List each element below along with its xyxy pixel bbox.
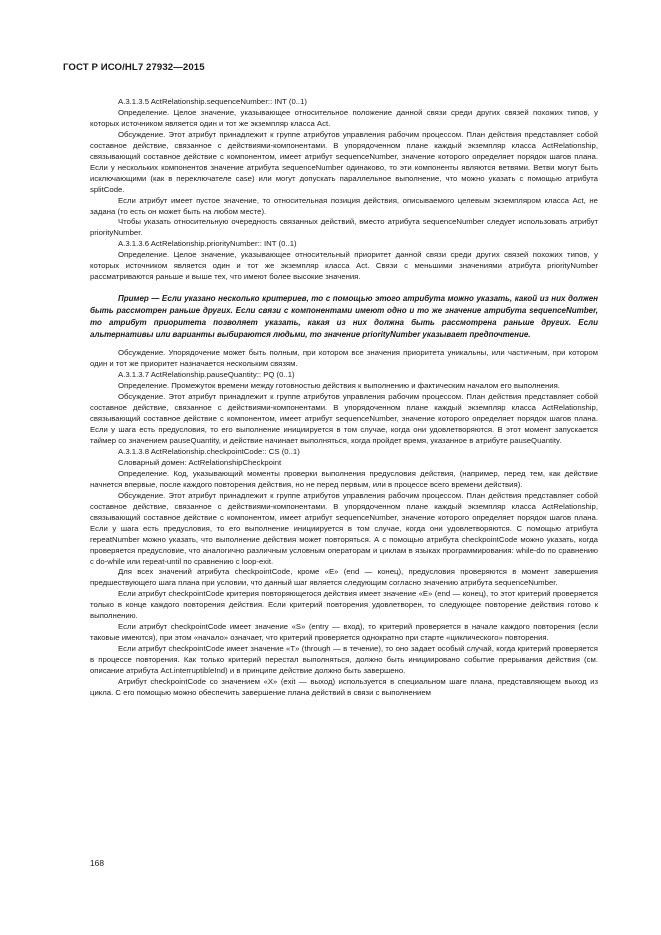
paragraph: A.3.1.3.7 ActRelationship.pauseQuantity:: PQ (0..1) [118,370,295,380]
paragraph: Если атрибут имеет пустое значение, то относительная позиция действия, описываемого целевым экземпляром класса Act, не задана (то есть он может быть на любом месте). [90,195,598,216]
paragraph: Определение. Целое значение, указывающее относительное положение данной связи среди других связей похожих типов, у которых источником является один и тот же экземпляр класса Act. [90,107,598,128]
paragraph: Обсуждение. Этот атрибут принадлежит к группе атрибутов управления рабочим процессом. План действия представляет собой составное действие, связанное с действиями-компонентами. В упорядоченном плане каждый экземпляр класса ActRelationship, связывающий составное действие с компонентом, имеет атрибут sequenceNumber, значение которого определяет порядок шагов плана. Если у нескольких компонентов значение атрибута sequenceNumber одинаково, то эти компоненты являются ветвями. Ветви могут быть исключающими (как в переключателе case) или могут допускать параллельное выполнение, что можно указать с помощью атрибута splitCode. [90,129,598,194]
paragraph: A.3.1.3.8 ActRelationship.checkpointCode:: CS (0..1) [118,446,300,456]
paragraph: Определение. Целое значение, указывающее относительный приоритет данной связи среди других связей похожих типов, у которых источником является один и тот же экземпляр класса Act. Связи с меньшими значениями атрибута priorityNumber рассматриваются раньше и выше тех, что имеют более высокие значения. [90,250,598,282]
document-body [90,97,598,699]
paragraph: Словарный домен: ActRelationshipCheckpoint [118,457,282,467]
page-number: 168 [90,858,104,868]
paragraph: Атрибут checkpointCode со значением «X» (exit — выход) используется в специальном шаге плана, представляющем выход из цикла. С его помощью можно обеспечить завершение плана действий в связи с выполнением [90,676,598,697]
paragraph: Если атрибут checkpointCode имеет значение «T» (through — в течение), то оно задает особый случай, когда критерий проверяется в процессе повторения. Как только критерий перестал выполняться, должно быть инициировано событие прерывания действия (см. описание атрибута Act.interruptibleInd) и в принципе действие должно быть завершено. [90,644,598,676]
document-header: ГОСТ Р ИСО/HL7 27932—2015 [63,62,205,73]
example-paragraph: Пример — Если указано несколько критериев, то с помощью этого атрибута можно указать, какой из них должен быть рассмотрен раньше других. Если связи с компонентами имеют одно и то же значение атрибута sequenceNumber, то атрибут приоритета позволяет указать, какая из них должна быть рассмотрена раньше других. Если альтернативы или варианты выбираются людьми, то значение priorityNumber указывает предпочтение. [90,294,598,339]
paragraph: Определение. Код, указывающий моменты проверки выполнения предусловия действия, (например, перед тем, как действие начнется впервые, после каждого повторения действия, но не перед первым, или в процессе всего времени действия). [90,468,598,489]
paragraph: Для всех значений атрибута checkpointCode, кроме «E» (end — конец), предусловия проверяются в момент завершения предшествующего шага плана при условии, что данный шаг является следующим согласно значению атрибута sequenceNumber. [90,567,598,588]
paragraph: Обсуждение. Этот атрибут принадлежит к группе атрибутов управления рабочим процессом. План действия представляет собой составное действие, связанное с действиями-компонентами. В упорядоченном плане каждый экземпляр класса ActRelationship, связывающий составное действие с компонентом, имеет атрибут sequenceNumber, значение которого определяет порядок шагов плана. Если у шага есть предусловия, то его выполнение инициируется в том случае, когда они удовлетворяются. В этот момент запускается таймер со значением pauseQuantity, и действие начинает выполняться, когда пройдет время, указанное в атрибуте pauseQuantity. [90,392,598,446]
paragraph: Если атрибут checkpointCode имеет значение «S» (entry — вход), то критерий проверяется в начале каждого повторения (если таковые имеются), при этом «начало» означает, что критерий проверяется однократно при старте «циклического» повторения. [90,622,598,643]
paragraph: Обсуждение. Упорядочение может быть полным, при котором все значения приоритета уникальны, или частичным, при котором один и тот же приоритет назначается нескольким связям. [90,348,598,369]
paragraph: Чтобы указать относительную очередность связанных действий, вместо атрибута sequenceNumber следует использовать атрибут priorityNumber. [90,217,598,238]
paragraph: Обсуждение. Этот атрибут принадлежит к группе атрибутов управления рабочим процессом. План действия представляет собой составное действие, связанное с действиями-компонентами. В упорядоченном плане каждый экземпляр класса ActRelationship, связывающий составное действие с компонентом, имеет атрибут sequenceNumber, значение которого определяет порядок шагов плана. Если у шага есть предусловия, то его выполнение инициируется в том случае, когда они удовлетворяются. С помощью атрибута repeatNumber можно указать, что выполнение действия может повторяться. А с помощью атрибута checkpointCode можно указать, когда проверяется предусловие, что аналогично различным условным операторам и циклам в языках программирования: while-do по сравнению с do-while или repeat-until по сравнению с loop-exit. [90,490,598,566]
paragraph: Определение. Промежуток времени между готовностью действия к выполнению и фактическим началом его выполнения. [118,381,560,391]
paragraph: Если атрибут checkpointCode критерия повторяющегося действия имеет значение «E» (end — конец), то этот критерий проверяется только в конце каждого повторения действия. Если критерий повторения удовлетворен, то следующее повторение действия готово к выполнению. [90,589,598,621]
paragraph: A.3.1.3.5 ActRelationship.sequenceNumber:: INT (0..1) [118,97,307,106]
paragraph: A.3.1.3.6 ActRelationship.priorityNumber:: INT (0..1) [118,239,297,249]
